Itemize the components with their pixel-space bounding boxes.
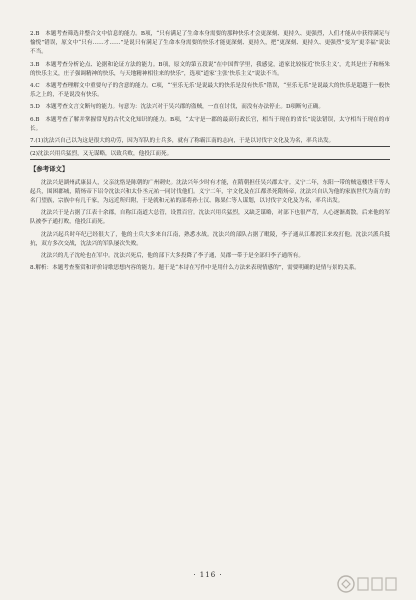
watermark-logo-icon: [336, 573, 402, 595]
question-8-analysis: 8.解析：本题考查鉴赏和评价诗歌思想内容的能力。题干是“本诗在写作中是用什么方法来表现情感的”，需要明确的是情与景的关系。: [30, 265, 360, 272]
answer-item: 3.B 本题考查分析论点、论据和论证方法的能力。B项，原文的第五段说“在中国哲学里，我感觉，道家比较接近‘快乐主义’，尤其是庄子和杨朱的快乐主义，庄子强调精神的快乐，与天地精神相往来的快乐”，选项“道家‘主张’快乐主义”说法不当。: [30, 61, 390, 77]
answer-item: 4.C 本题考查理解文中重要句子的含意的能力。C项，“‘至乐无乐’是说最大的快乐是没有快乐”错误，“至乐无乐”是说最大的快乐是超越于一般快乐之上的，不是说没有快乐。: [30, 83, 390, 99]
reference-translation-heading: 【参考译文】: [30, 165, 69, 174]
answer-item: 5.D 本题考查文言文断句的能力。句意为：沈法兴对于吴兴郡的盗贼，一直在讨伐，而没有办法停止。D项断句正确。: [30, 104, 324, 111]
answer-item: 2.B 本题考查筛选并整合文中信息的能力。B项，“只有满足了生命本身需要的那种快乐才会更深刻、更持久、更强烈，人们才能从中获得满足与愉悦”错误，原文中“只有……才……”是说只有满足了生命本身需要的快乐才能更深刻、更持久，把“更深刻、更持久、更强烈”变为“更幸福”说法不当。: [30, 31, 390, 56]
translation-paragraph: 沈法兴是湖州武康县人，父亲沈恪是陈朝的广州刺史。沈法兴年少时有才能，在隋朝担任吴兴郡太守。义宁二年，东阳一带的贼寇楼世干等人起兵，围困郡城，隋炀帝下诏令沈法兴和太仆丞元祐一同讨伐他们。义宁二年，宇文化及在江都杀死隋炀帝，沈法兴自认为他的家族世代为南方的名门望族，宗族中有几千家，为远近所归附，于是就和元祐的部将孙士汉、陈果仁等人谋划，以讨伐宇文化及为名，率兵出发。: [30, 179, 390, 205]
translation-section: [30, 179, 390, 262]
page-number: · 116 ·: [193, 570, 223, 579]
answer-item: (2)沈法兴用兵猛烈，又无谋略，以致兵败，他投江而死。: [30, 150, 390, 160]
translation-paragraph: 沈法兴于是占据了江表十余郡，自称江南道大总管，设置百官。沈法兴用兵猛烈，又缺乏谋略，对部下也很严苛，人心逐渐离散。后来他的军队被李子通打败，他投江而死。: [30, 210, 390, 226]
answer-section: [30, 30, 390, 160]
answer-item: 6.B 本题考查了解并掌握常见的古代文化知识的能力。B项，“太守是一郡的最高行政长官，相当于现在的省长”说法错误，太守相当于现在的市长。: [30, 116, 390, 132]
answer-item: 7.(1)沈法兴自己以为这是很大的功劳，因为军队的士兵多，就有了称霸江南的志向，于是以讨伐宇文化及为名，率兵出发。: [30, 137, 390, 147]
translation-paragraph: 沈法兴的儿子沈纶也在军中。沈法兴死后，他的部下大多投降了李子通，吴郡一带于是全部归李子通所有。: [41, 253, 304, 260]
translation-paragraph: 沈法兴起兵时年纪已经很大了，他的士兵大多来自江南，熟悉水战。沈法兴的部队占据了毗陵，李子通从江都渡江来攻打他。沈法兴派兵抵抗，双方多次交战，沈法兴的军队屡次失败。: [30, 231, 390, 247]
